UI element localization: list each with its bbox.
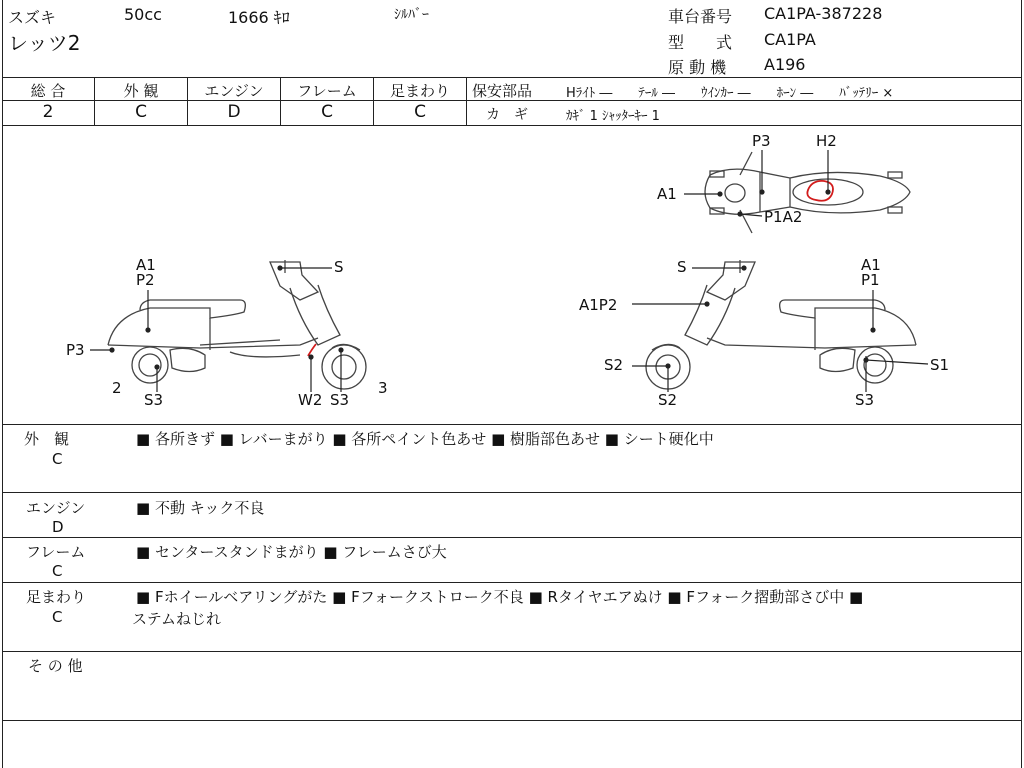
remark-exterior-category: 外 観 [24, 430, 70, 448]
remark-suspension-grade: C [52, 608, 63, 626]
right-label-p1: P1 [861, 271, 880, 289]
left-label-s3b: S3 [330, 391, 350, 409]
right-label-s3: S3 [855, 391, 875, 409]
right-label-s1: S1 [930, 356, 950, 374]
grade-exterior-value: C [135, 102, 147, 122]
remark-suspension-line-1: ■ Fホイールベアリングがた ■ Fフォークストローク不良 ■ Rタイヤエアぬけ ■ Fフォーク摺動部さび中 ■ [136, 588, 864, 606]
maker-name: スズキ [8, 8, 57, 27]
remark-engine-category: エンジン [26, 499, 86, 517]
remark-frame-line-1: ■ センタースタンドまがり ■ フレームさび大 [136, 543, 447, 561]
remark-exterior-grade: C [52, 450, 63, 468]
model-name: レッツ2 [8, 31, 81, 55]
left-label-s: S [334, 258, 344, 276]
top-label-p1a2: P1A2 [764, 208, 803, 226]
left-label-2: 2 [112, 379, 122, 397]
engine-label: 原 動 機 [668, 58, 727, 77]
right-label-a1: A1 [861, 256, 881, 274]
grade-total-label: 総 合 [30, 82, 66, 100]
grade-suspension-label: 足まわり [389, 82, 450, 100]
right-label-s2a: S2 [604, 356, 624, 374]
remark-frame-category: フレーム [26, 543, 86, 561]
right-label-s: S [677, 258, 687, 276]
damage-mark-w2 [308, 344, 316, 356]
grade-total-value: 2 [42, 102, 54, 122]
remark-engine-line-1: ■ 不動 キック不良 [136, 499, 265, 517]
color-value: ｼﾙﾊﾞｰ [394, 7, 429, 23]
grade-exterior-label: 外 観 [123, 82, 159, 100]
left-label-s3a: S3 [144, 391, 164, 409]
remark-other-category: そ の 他 [28, 657, 83, 675]
left-label-w2: W2 [298, 391, 323, 409]
left-label-a1: A1 [136, 256, 156, 274]
top-label-a1: A1 [657, 185, 677, 203]
frame-no-label: 車台番号 [668, 7, 733, 26]
grade-suspension-value: C [414, 102, 426, 122]
engine-value: A196 [764, 55, 806, 74]
right-label-a1p2: A1P2 [579, 296, 618, 314]
displacement: 50cc [124, 5, 162, 24]
left-label-3: 3 [378, 379, 388, 397]
grade-frame-value: C [321, 102, 333, 122]
remark-suspension-line-2: ステムねじれ [132, 610, 221, 628]
frame-no-value: CA1PA-387228 [764, 4, 883, 23]
type-value: CA1PA [764, 30, 816, 49]
remark-engine-grade: D [52, 518, 64, 536]
key-value: ｶｷﾞ 1 ｼｬｯﾀｰｷｰ 1 [566, 109, 660, 124]
remark-exterior-line-1: ■ 各所きず ■ レバーまがり ■ 各所ペイント色あせ ■ 樹脂部色あせ ■ シート硬化中 [136, 430, 714, 448]
mileage: 1666 ｷﾛ [228, 8, 290, 27]
remark-suspension-category: 足まわり [26, 588, 87, 606]
grade-frame-label: フレーム [297, 82, 357, 100]
left-label-p3: P3 [66, 341, 85, 359]
grade-engine-label: エンジン [204, 82, 264, 100]
grade-engine-value: D [227, 102, 241, 122]
key-label: カ ギ [486, 107, 528, 123]
left-label-p2: P2 [136, 271, 155, 289]
type-label: 型 式 [668, 33, 733, 52]
safety-label: 保安部品 [472, 82, 533, 100]
safety-items: Hﾗｲﾄ ― ﾃｰﾙ ― ｳｲﾝｶｰ ― ﾎｰﾝ ― ﾊﾞｯﾃﾘｰ × [566, 86, 894, 101]
top-label-h2: H2 [816, 132, 837, 150]
remark-frame-grade: C [52, 562, 63, 580]
right-label-s2b: S2 [658, 391, 678, 409]
top-label-p3: P3 [752, 132, 771, 150]
